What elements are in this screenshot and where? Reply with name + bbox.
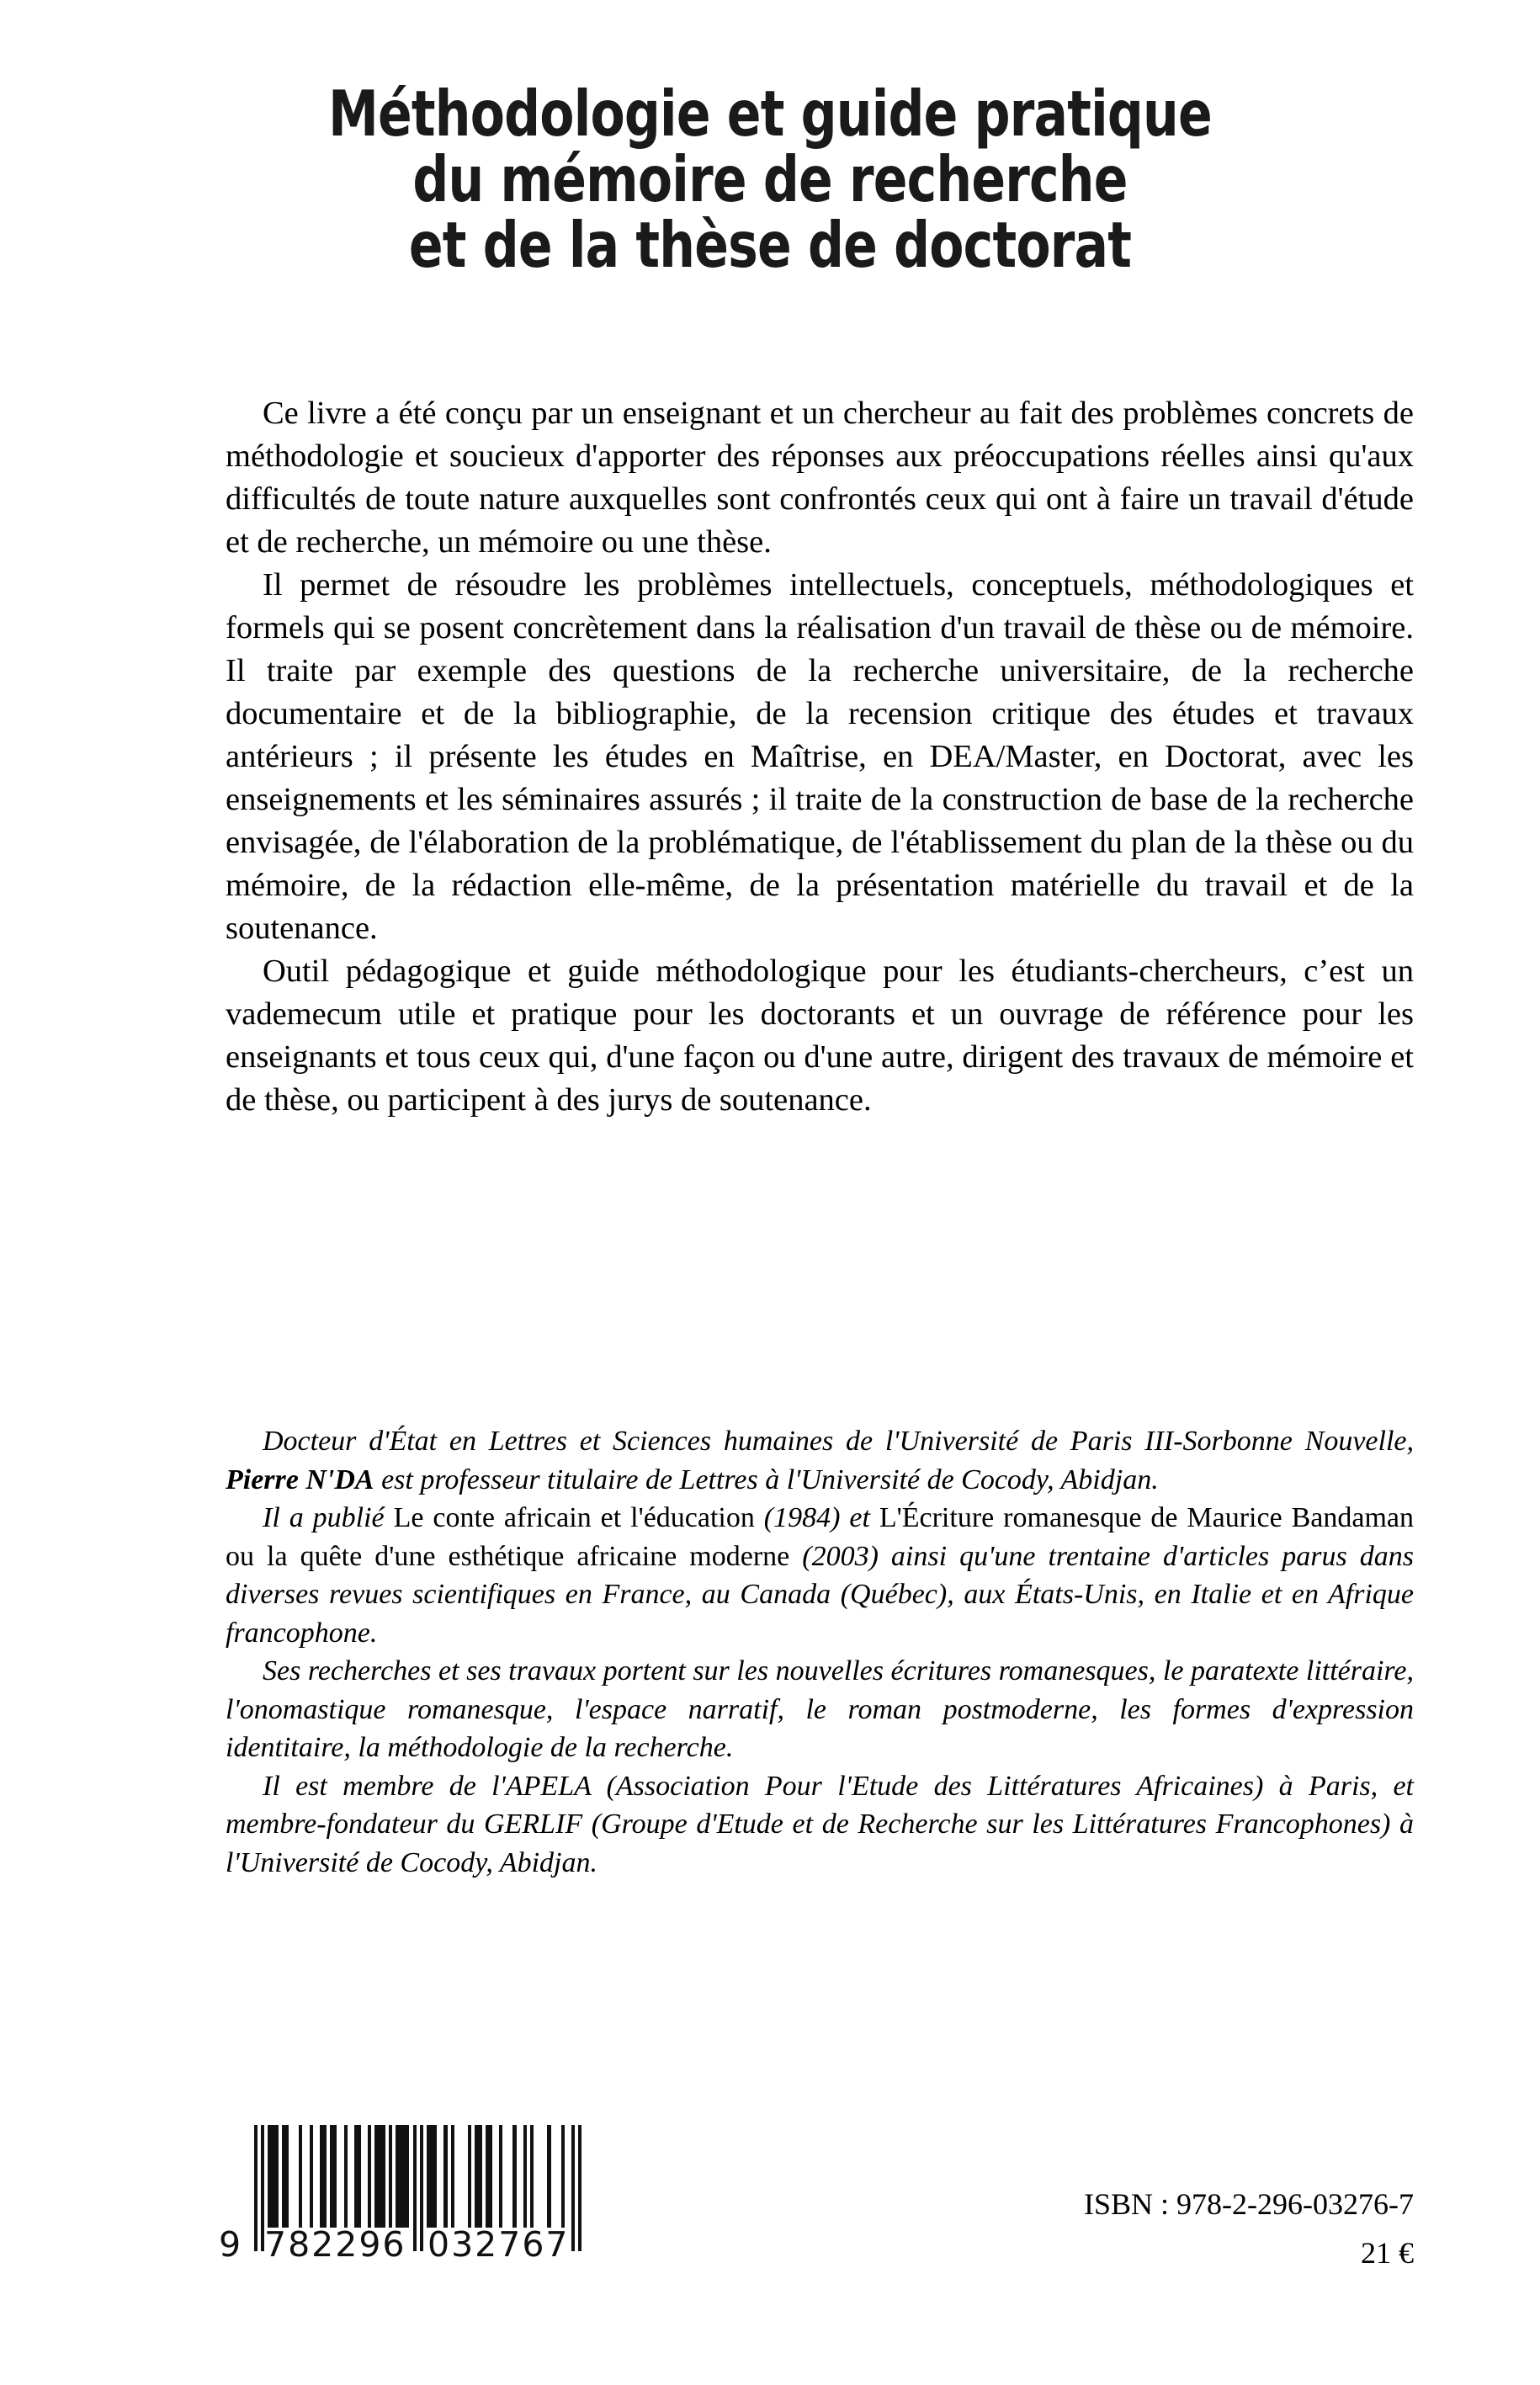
barcode-left-digits: 782296 <box>264 2224 406 2265</box>
title-line-3: et de la thèse de doctorat <box>408 208 1132 282</box>
blurb-paragraph-3: Outil pédagogique et guide méthodologique pour les étudiants-chercheurs, c’est un vademecum utile et pratique pour les doctorants et un ouvrage de référence pour les enseignants et tous ceux qui, d'une façon ou d'une autre, dirigent des travaux de mémoire et de thèse, ou participent à des jurys de soutenance. <box>226 953 1414 1118</box>
work-title-1: Le conte africain et l'éducation <box>393 1502 755 1533</box>
page-title <box>154 77 1386 282</box>
isbn-text: ISBN : 978-2-296-03276-7 <box>1084 2187 1414 2221</box>
barcode-right-digits: 032767 <box>427 2224 570 2265</box>
barcode-digits <box>217 2224 604 2263</box>
bio-credentials-text: Docteur d'État en Lettres et Sciences humaines de l'Université de Paris III-Sorbonne Nouvelle, <box>263 1426 1414 1457</box>
author-biography <box>226 1422 1414 1882</box>
bio-position-text: est professeur titulaire de Lettres à l'Université de Cocody, Abidjan. <box>374 1463 1159 1495</box>
bio-paragraph-research: Ses recherches et ses travaux portent sur les nouvelles écritures romanesques, le paratexte littéraire, l'onomastique romanesque, l'espace narratif, le roman postmoderne, les formes d'expression identitaire, la méthodologie de la recherche. <box>226 1655 1414 1763</box>
bio-paragraph-credentials <box>226 1422 1414 1499</box>
bio-paragraph-memberships: Il est membre de l'APELA (Association Pour l'Etude des Littératures Africaines) à Paris, et membre-fondateur du GERLIF (Groupe d'Etude et de Recherche sur les Littératures Francophones) à l'Université de Cocody, Abidjan. <box>226 1770 1414 1878</box>
bio-published-lead: Il a publié <box>263 1502 394 1533</box>
barcode-lead-digit: 9 <box>219 2224 243 2265</box>
bio-publications-tail: (2003) ainsi qu'une trentaine d'articles parus dans diverses revues scientifiques en France, au Canada (Québec), aux États-Unis, en Italie et en Afrique francophone. <box>226 1540 1414 1649</box>
bio-publications-joiner: (1984) et <box>754 1502 879 1533</box>
title-line-1: Méthodologie et guide pratique <box>328 77 1212 151</box>
barcode <box>217 2125 604 2285</box>
author-name: Pierre N'DA <box>226 1463 374 1495</box>
title-line-2: du mémoire de recherche <box>412 142 1128 216</box>
bio-paragraph-publications <box>226 1499 1414 1652</box>
blurb-paragraph-1: Ce livre a été conçu par un enseignant et un chercheur au fait des problèmes concrets de méthodologie et soucieux d'apporter des réponses aux préoccupations réelles ainsi qu'aux difficultés de toute nature auxquelles sont confrontés ceux qui ont à faire un travail d'étude et de recherche, un mémoire ou une thèse. <box>226 396 1414 560</box>
back-cover-blurb <box>226 392 1414 1122</box>
work-title-2: L'Écriture romanesque de Maurice Bandaman ou la quête d'une esthétique africaine moderne <box>226 1502 1415 1572</box>
price-text: 21 € <box>1361 2236 1414 2270</box>
isbn-price-block <box>757 2180 1414 2277</box>
blurb-paragraph-2: Il permet de résoudre les problèmes intellectuels, conceptuels, méthodologiques et formels qui se posent concrètement dans la réalisation d'un travail de thèse ou de mémoire. Il traite par exemple des questions de la recherche universitaire, de la recherche documentaire et de la bibliographie, de la recension critique des études et travaux antérieurs ; il présente les études en Maîtrise, en DEA/Master, en Doctorat, avec les enseignements et les séminaires assurés ; il traite de la construction de base de la recherche envisagée, de l'élaboration de la problématique, de l'établissement du plan de la thèse ou du mémoire, de la rédaction elle-même, de la présentation matérielle du travail et de la soutenance. <box>226 567 1414 946</box>
